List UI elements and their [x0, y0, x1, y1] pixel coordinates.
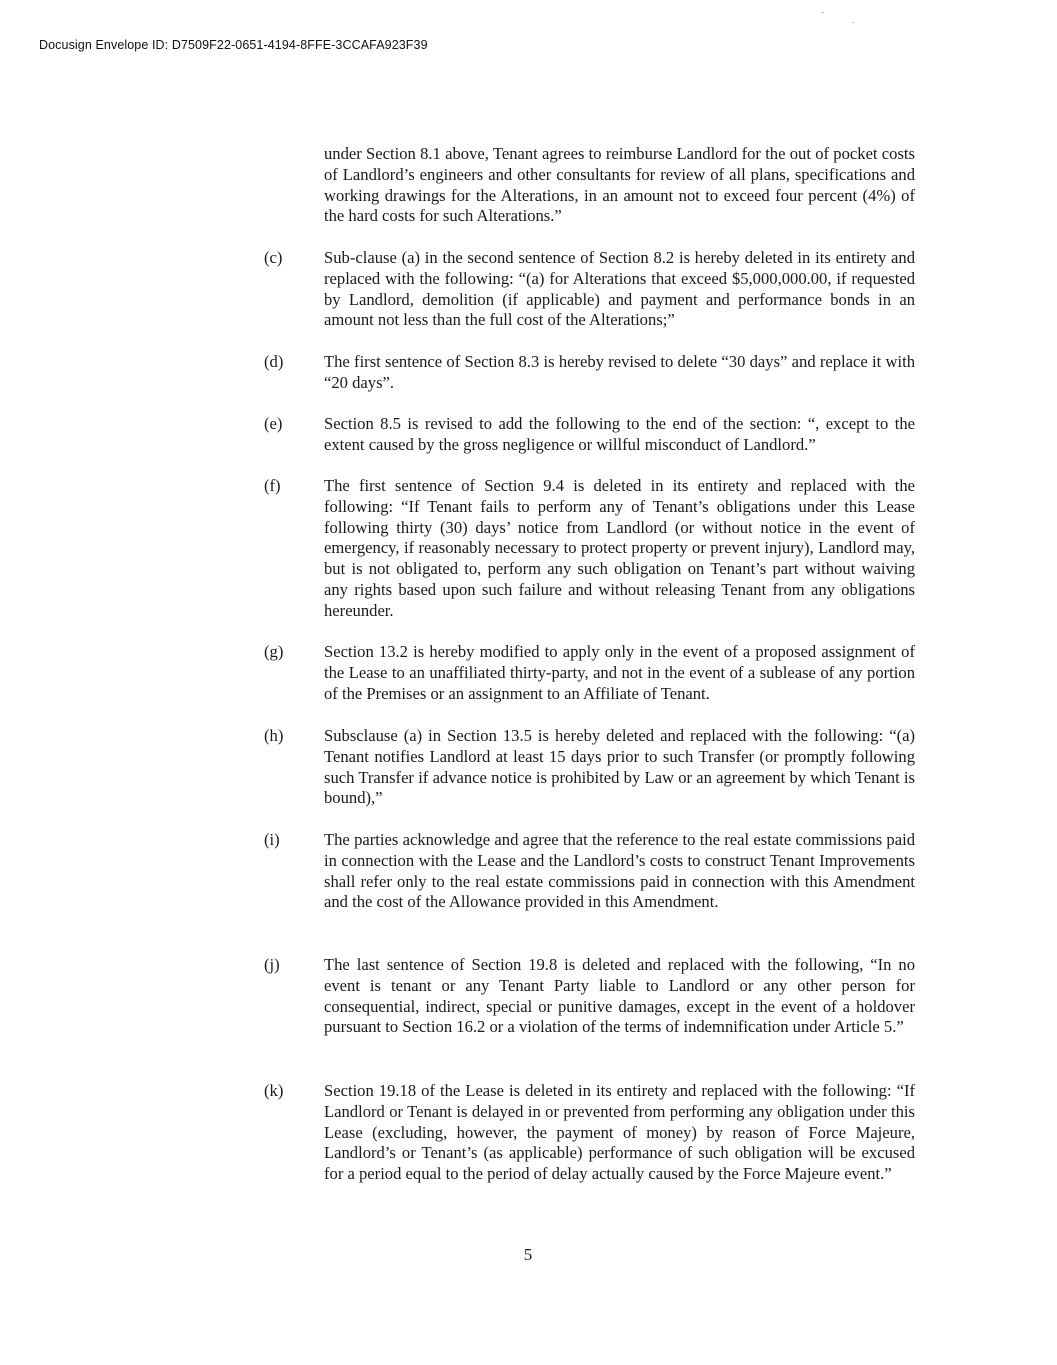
clause-label: (e): [264, 414, 283, 433]
clause-text: The parties acknowledge and agree that the reference to the real estate commissions paid in connection with the Lease and the Landlord’s costs to construct Tenant Improvements shall refer only to the real estate commissions paid in connection with this Amendment and the cost of the Allowance provided in this Amendment.: [324, 830, 915, 912]
clause-text: Section 8.5 is revised to add the following to the end of the section: “, except to the extent caused by the gross negligence or willful misconduct of Landlord.”: [324, 414, 915, 454]
clause-text: Subsclause (a) in Section 13.5 is hereby deleted and replaced with the following: “(a) Tenant notifies Landlord at least 15 days prior to such Transfer (or promptly following such Transfer if advance notice is prohibited by Law or an agreement by which Tenant is bound),”: [324, 726, 915, 808]
clause-text: Section 19.18 of the Lease is deleted in its entirety and replaced with the following: “If Landlord or Tenant is delayed in or prevented from performing any obligation under this Lease (excluding, however, the payment of money) by reason of Force Majeure, Landlord’s or Tenant’s (as applicable) performance of such obligation will be excused for a period equal to the period of delay actually caused by the Force Majeure event.”: [324, 1081, 915, 1184]
clause-text: The first sentence of Section 8.3 is hereby revised to delete “30 days” and replace it with “20 days”.: [324, 352, 915, 392]
clause-label: (c): [264, 248, 283, 267]
intro-paragraph: under Section 8.1 above, Tenant agrees to reimburse Landlord for the out of pocket costs of Landlord’s engineers and other consultants for review of all plans, specifications and working drawings for the Alterations, in an amount not to exceed four percent (4%) of the hard costs for such Alterations.”: [324, 144, 915, 226]
clause-text: Sub-clause (a) in the second sentence of Section 8.2 is hereby deleted in its entirety and replaced with the following: “(a) for Alterations that exceed $5,000,000.00, if requested by Landlord, demolition (if applicable) and payment and performance bonds in an amount not less than the full cost of the Alterations;”: [324, 248, 915, 330]
clause-text: The first sentence of Section 9.4 is deleted in its entirety and replaced with the following: “If Tenant fails to perform any of Tenant’s obligations under this Lease following thirty (30) days’ notice from Landlord (or without notice in the event of emergency, if reasonably necessary to protect property or prevent injury), Landlord may, but is not obligated to, perform any such obligation on Tenant’s part without waiving any rights based upon such failure and without releasing Tenant from any obligations hereunder.: [324, 476, 915, 620]
page-number: 5: [523, 1245, 533, 1264]
clause-label: (f): [264, 476, 281, 495]
clause-label: (h): [264, 726, 284, 745]
clause-label: (i): [264, 830, 280, 849]
clause-label: (j): [264, 955, 280, 974]
clause-label: (d): [264, 352, 284, 371]
scan-speck: [852, 22, 854, 23]
clause-label: (g): [264, 642, 284, 661]
docusign-envelope-id: Docusign Envelope ID: D7509F22-0651-4194-8FFE-3CCAFA923F39: [39, 38, 428, 52]
clause-text: The last sentence of Section 19.8 is deleted and replaced with the following, “In no event is tenant or any Tenant Party liable to Landlord or any other person for consequential, indirect, special or punitive damages, except in the event of a holdover pursuant to Section 16.2 or a violation of the terms of indemnification under Article 5.”: [324, 955, 915, 1037]
clause-text: Section 13.2 is hereby modified to apply only in the event of a proposed assignment of the Lease to an unaffiliated thirty-party, and not in the event of a sublease of any portion of the Premises or an assignment to an Affiliate of Tenant.: [324, 642, 915, 703]
clause-label: (k): [264, 1081, 284, 1100]
scan-speck: [822, 12, 824, 13]
